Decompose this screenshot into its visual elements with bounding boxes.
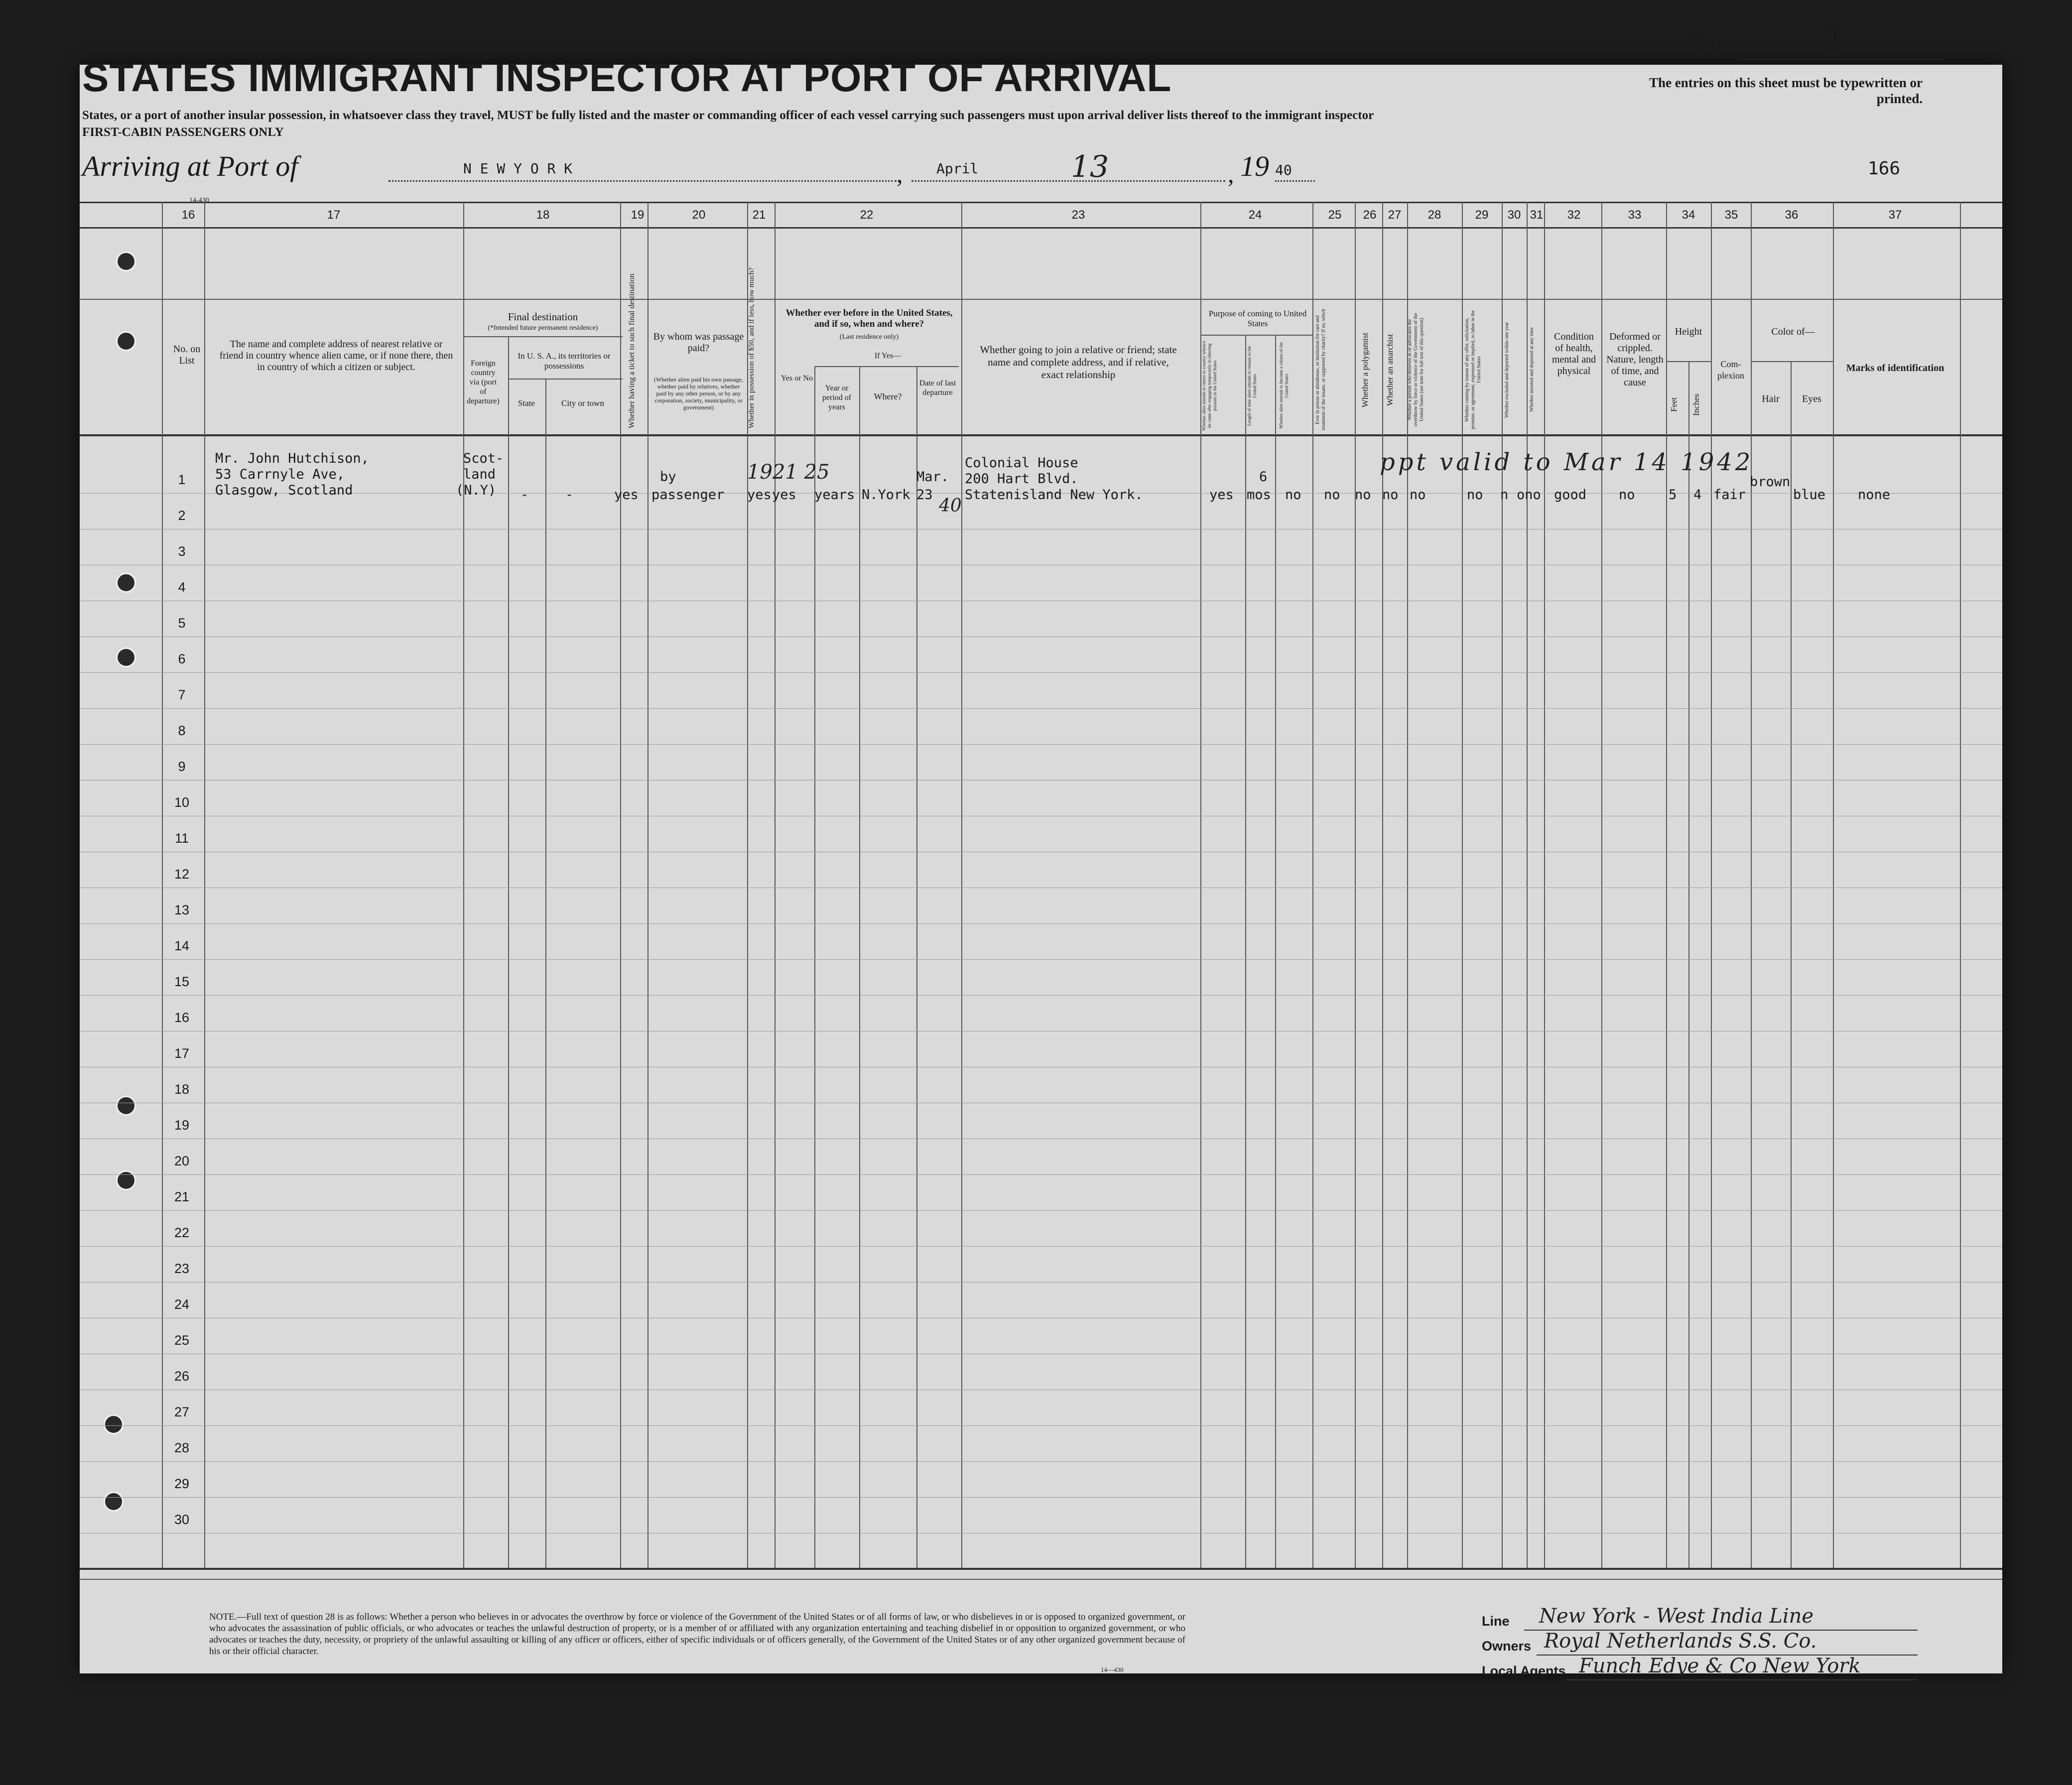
header-by-whom-paid-note: (Whether alien paid his own passage, whether paid by relatives, whether paid by any other person, or by any corporation, society, municipality, or government) <box>653 376 744 411</box>
column-number: 32 <box>1567 208 1581 222</box>
entry-anarchist: no <box>1382 487 1399 503</box>
entry-years-hand: 1921 25 <box>747 461 830 484</box>
header-subline <box>463 336 623 337</box>
column-number: 28 <box>1427 208 1441 222</box>
entry-length-line1: 6 <box>1259 469 1268 485</box>
table-row <box>80 1210 2002 1211</box>
footer-note: NOTE.—Full text of question 28 is as follows: Whether a person who believes in or advocates the overthrow by force or violence of the Government of the United States or of all forms of law, or who disbelieves in or is opposed to organized government, or who advocates the assassination of public officials, or who advocates or teaches the unlawful destruction of property, or is a member of or affiliated with any organization entertaining and teaching disbelief in or opposition to organized government, or who advocates or teaches the duty, necessity, or propriety of the unlawful assaulting or killing of any officer or officers, either of specific individuals or of officers generally, of the Government of the United States or of any other organized government because of his or their official character. <box>209 1612 1185 1657</box>
table-row <box>80 744 2002 745</box>
header-top-line <box>80 299 2002 300</box>
entry-country-line1: Scot- <box>463 451 504 466</box>
row-number: 8 <box>178 723 186 738</box>
year-suffix: 40 <box>1275 162 1292 178</box>
column-number: 26 <box>1363 208 1377 222</box>
column-line <box>1312 202 1313 1568</box>
header-deformed: Deformed or crippled. Nature, length of time, and cause <box>1606 331 1664 388</box>
column-subline <box>1791 361 1792 1568</box>
comma: , <box>1228 160 1234 188</box>
row-number: 14 <box>174 938 190 953</box>
column-line <box>204 202 205 1568</box>
entry-eyes: blue <box>1793 487 1826 503</box>
manifest-sheet <box>80 65 2002 1673</box>
header-yes-or-no: Yes or No <box>780 374 813 382</box>
header-in-usa: In U. S. A., its territories or possessions <box>518 351 611 371</box>
entry-marks: none <box>1858 487 1891 503</box>
column-line <box>162 202 163 1568</box>
entry-arrested: ono <box>1517 487 1541 503</box>
entry-length-line2: mos <box>1247 487 1271 503</box>
column-number: 18 <box>536 208 550 222</box>
column-number: 37 <box>1888 208 1902 222</box>
row-number: 26 <box>174 1369 190 1384</box>
header-excluded: Whether excluded and deported within one year <box>1504 322 1510 418</box>
entry-state: - <box>520 487 529 503</box>
header-feet: Feet <box>1669 397 1679 412</box>
header-ever-before: Whether ever before in the United States, and if so, when and where? <box>785 308 953 329</box>
header-purpose-citizen: Whether alien intends to become a citizen of the United States <box>1279 342 1289 429</box>
header-color-of: Color of— <box>1771 326 1815 337</box>
column-line <box>1666 202 1667 1568</box>
port-dotline <box>388 180 897 182</box>
column-subline <box>916 366 917 1568</box>
header-height: Height <box>1675 326 1702 337</box>
header-induced: Whether coming by reason of any offer, solicitation, promise, or agreement, expressed or implied, to labor in the United States <box>1464 310 1482 429</box>
header-purpose-return: Whether alien intends to return to country whence he came after engaging temporarily in laboring pursuits in the United States <box>1201 341 1217 431</box>
column-subline <box>1688 361 1689 1568</box>
header-where: Where? <box>874 391 902 401</box>
column-line <box>1601 202 1602 1568</box>
header-overthrow: Whether a person who believes in or advocates the overthrow by force or violence of the Government of the United States (see note for full text of this question) <box>1407 313 1424 427</box>
column-line <box>1833 202 1834 1568</box>
header-no-on-list: No. on List <box>173 344 201 366</box>
column-number: 31 <box>1530 208 1544 222</box>
entry-hair: brown <box>1750 474 1791 490</box>
column-number: 20 <box>692 208 706 222</box>
row-number: 24 <box>174 1297 190 1312</box>
entry-excluded: n <box>1500 487 1509 503</box>
table-row <box>80 708 2002 709</box>
header-purpose-length: Length of time alien intends to remain in the United States <box>1247 346 1257 426</box>
footer-form-code: 14—430 <box>1101 1666 1124 1673</box>
row-number: 11 <box>174 831 189 846</box>
line-value: New York - West India Line <box>1539 1605 1814 1628</box>
entry-deformed: no <box>1619 487 1635 503</box>
line-label: Line <box>1482 1614 1510 1629</box>
agents-label: Local Agents <box>1482 1663 1566 1678</box>
column-number: 35 <box>1724 208 1738 222</box>
row-number: 18 <box>174 1082 190 1097</box>
punch-hole <box>116 252 136 271</box>
row-number: 2 <box>178 508 186 523</box>
table-row <box>80 995 2002 996</box>
sheet-number: 166 <box>1868 158 1901 179</box>
column-line <box>1382 202 1383 1568</box>
table-bottom-line <box>80 1568 2002 1570</box>
row-number: 5 <box>178 616 186 631</box>
header-bottom-line <box>80 434 2002 436</box>
header-name-address: The name and complete address of nearest relative or friend in country whence alien came, or if none there, then in country of which a citizen or subject. <box>219 339 453 373</box>
entry-ticket: yes <box>614 487 639 503</box>
entry-inches: 4 <box>1693 487 1702 503</box>
date-dotline <box>911 180 1225 182</box>
row-number: 15 <box>174 974 190 989</box>
header-hair: Hair <box>1762 393 1780 404</box>
column-line <box>775 202 776 1568</box>
entry-years: years <box>814 487 855 503</box>
header-subline <box>1751 361 1833 362</box>
header-foreign-country: Foreign country via (port of departure) <box>467 359 500 405</box>
column-line <box>620 202 621 1568</box>
column-line <box>1960 202 1961 1568</box>
column-number: 24 <box>1248 208 1262 222</box>
row-number: 10 <box>174 795 190 810</box>
header-eyes: Eyes <box>1802 393 1821 404</box>
row-number: 20 <box>174 1153 190 1168</box>
column-line <box>1502 202 1503 1568</box>
punch-hole <box>116 647 136 667</box>
row-number: 21 <box>174 1189 190 1204</box>
header-subline <box>814 366 959 367</box>
subtitle <box>82 107 1676 141</box>
comma: , <box>897 160 903 188</box>
row-number: 13 <box>174 902 190 917</box>
header-possession-50: Whether in possession of $50, and if less, how much? <box>748 267 756 428</box>
header-prison: Ever in prison or almshouse, or institution for care and treatment of the insane, or supported by charity? If so, which <box>1315 309 1326 431</box>
column-number: 22 <box>860 208 874 222</box>
header-anarchist: Whether an anarchist <box>1385 334 1395 406</box>
header-purpose: Purpose of coming to United States <box>1208 309 1307 328</box>
header-complexion: Com-plexion <box>1717 359 1744 381</box>
column-number: 27 <box>1388 208 1402 222</box>
agents-underline <box>1566 1679 1918 1680</box>
header-polygamist: Whether a polygamist <box>1360 332 1370 407</box>
header-city: City or town <box>561 398 604 408</box>
entry-city: - <box>565 487 574 503</box>
page-title: STATES IMMIGRANT INSPECTOR AT PORT OF ARRIVAL <box>82 55 1172 100</box>
header-ticket: Whether having a ticket to such final destination <box>628 273 636 428</box>
entry-name-line1: Mr. John Hutchison, <box>215 451 369 466</box>
entry-condition: good <box>1554 487 1587 503</box>
entry-polygamist: no <box>1355 487 1371 503</box>
column-subline <box>1275 335 1276 1568</box>
row-number: 28 <box>174 1440 190 1455</box>
column-subline <box>814 366 815 1568</box>
column-number: 30 <box>1507 208 1521 222</box>
entry-paid-by-line2: passenger <box>651 487 725 503</box>
year-dotline <box>1275 180 1315 182</box>
row-number: 22 <box>174 1225 190 1240</box>
column-subline <box>859 366 860 1568</box>
entry-citizen: no <box>1285 487 1301 503</box>
table-row <box>80 1461 2002 1462</box>
entry-join-line2: 200 Hart Blvd. <box>965 471 1078 487</box>
table-row <box>80 923 2002 924</box>
agents-value: Funch Edye & Co New York <box>1579 1655 1861 1677</box>
entry-possession: yes <box>747 487 772 503</box>
entry-induced: no <box>1467 487 1483 503</box>
table-row <box>80 959 2002 960</box>
column-line <box>1751 202 1752 1568</box>
entry-departure-line1: Mar. <box>916 469 949 485</box>
column-number: 36 <box>1785 208 1799 222</box>
entry-country-line3: (N.Y) <box>456 483 497 498</box>
list-label: List <box>1684 30 1722 58</box>
row-number: 19 <box>174 1118 190 1133</box>
column-number: 25 <box>1328 208 1342 222</box>
header-join-relative: Whether going to join a relative or friend; state name and complete address, and if relative, exact relationship <box>980 344 1177 381</box>
year-prefix: 19 <box>1240 150 1269 182</box>
punch-hole <box>104 1414 124 1434</box>
entry-overthrow: no <box>1410 487 1426 503</box>
header-marks: Marks of identification <box>1846 363 1944 374</box>
header-final-destination: Final destination <box>508 311 578 323</box>
table-bottom-line2 <box>80 1579 2002 1580</box>
column-line <box>1544 202 1545 1568</box>
entry-where: N.York <box>862 487 910 503</box>
entry-ever-before: yes <box>772 487 796 503</box>
column-line <box>463 202 464 1568</box>
month-value: April <box>936 160 979 177</box>
entry-departure-hand: 40 <box>939 496 962 516</box>
column-subline <box>508 336 509 1568</box>
header-subline <box>1666 361 1711 362</box>
entry-country-line2: land <box>463 467 496 482</box>
column-number: 29 <box>1475 208 1489 222</box>
entries-note: The entries on this sheet must be typewritten or printed. <box>1649 75 1923 106</box>
header-by-whom-paid: By whom was passage paid? <box>653 331 744 354</box>
table-row <box>80 1497 2002 1498</box>
column-number: 21 <box>752 208 766 222</box>
table-row <box>80 1174 2002 1175</box>
owners-value: Royal Netherlands S.S. Co. <box>1544 1630 1817 1653</box>
column-number: 23 <box>1071 208 1085 222</box>
column-line <box>961 202 962 1568</box>
arriving-label: Arriving at Port of <box>82 150 298 182</box>
punch-hole <box>116 331 136 351</box>
header-inches: Inches <box>1691 393 1701 416</box>
header-subline <box>1200 335 1312 336</box>
column-line <box>1355 202 1356 1568</box>
header-ever-before-note: (Last residence only) <box>839 333 899 341</box>
row-number: 16 <box>174 1010 190 1025</box>
punch-hole <box>104 1492 124 1512</box>
row-number: 7 <box>178 687 186 702</box>
entry-feet: 5 <box>1669 487 1677 503</box>
list-number: 1 <box>1823 20 1845 61</box>
column-number: 34 <box>1682 208 1695 222</box>
header-last-departure: Date of last departure <box>919 379 956 397</box>
row-number: 30 <box>174 1512 190 1527</box>
row-number: 6 <box>178 651 186 666</box>
subtitle-line2: FIRST-CABIN PASSENGERS ONLY <box>82 126 284 139</box>
row-number: 27 <box>174 1404 190 1419</box>
row-number: 23 <box>174 1261 190 1276</box>
entry-name-line2: 53 Carrnyle Ave, <box>215 467 345 482</box>
subtitle-line1: States, or a port of another insular possession, in whatsoever class they travel, MUST be fully listed and the master or commanding officer of each vessel carrying such passengers must upon arrival deliver lists thereof to the immigrant inspector <box>82 109 1374 122</box>
entry-departure-line2: 23 <box>916 487 933 503</box>
entry-paid-by-line1: by <box>660 469 676 485</box>
punch-hole <box>116 1170 136 1190</box>
header-arrested: Whether arrested and deported at any time <box>1529 327 1535 412</box>
header-subline <box>508 379 623 380</box>
row-number: 3 <box>178 544 186 559</box>
header-final-destination-note: (*Intended future permanent residence) <box>488 324 598 332</box>
owners-label: Owners <box>1482 1639 1532 1654</box>
column-line <box>1462 202 1463 1568</box>
column-line <box>1711 202 1712 1568</box>
header-condition: Condition of health, mental and physical <box>1552 331 1596 377</box>
row-number: 25 <box>174 1333 190 1348</box>
row-number: 12 <box>174 867 190 882</box>
column-line <box>1527 202 1528 1568</box>
punch-hole <box>116 573 136 593</box>
row-number: 29 <box>174 1476 190 1491</box>
entry-complexion: fair <box>1713 487 1746 503</box>
punch-hole <box>116 1096 136 1116</box>
table-row <box>80 672 2002 673</box>
entry-prison: no <box>1324 487 1340 503</box>
entry-purpose-return: yes <box>1209 487 1234 503</box>
column-number: 19 <box>631 208 645 222</box>
row-number: 4 <box>178 580 186 595</box>
table-row <box>80 1425 2002 1426</box>
port-value: N E W Y O R K <box>463 160 573 177</box>
table-row <box>80 1246 2002 1247</box>
row-number: 9 <box>178 759 186 774</box>
column-subline <box>1245 335 1246 1568</box>
entry-name-line3: Glasgow, Scotland <box>215 483 353 498</box>
header-year-period: Year or period of years <box>822 384 852 411</box>
column-number: 33 <box>1628 208 1642 222</box>
row-number: 17 <box>174 1046 190 1061</box>
column-number: 16 <box>181 208 195 222</box>
header-state: State <box>518 398 535 408</box>
day-value: 13 <box>1071 149 1109 184</box>
column-number: 17 <box>327 208 341 222</box>
form-code: 14-430 <box>189 197 209 204</box>
entry-annotation: ppt valid to Mar 14 1942 <box>1380 448 1754 476</box>
entry-join-line1: Colonial House <box>965 455 1078 471</box>
entry-join-line3: Statenisland New York. <box>965 487 1143 503</box>
header-if-yes: If Yes— <box>874 352 902 360</box>
row-number: 1 <box>178 472 186 487</box>
